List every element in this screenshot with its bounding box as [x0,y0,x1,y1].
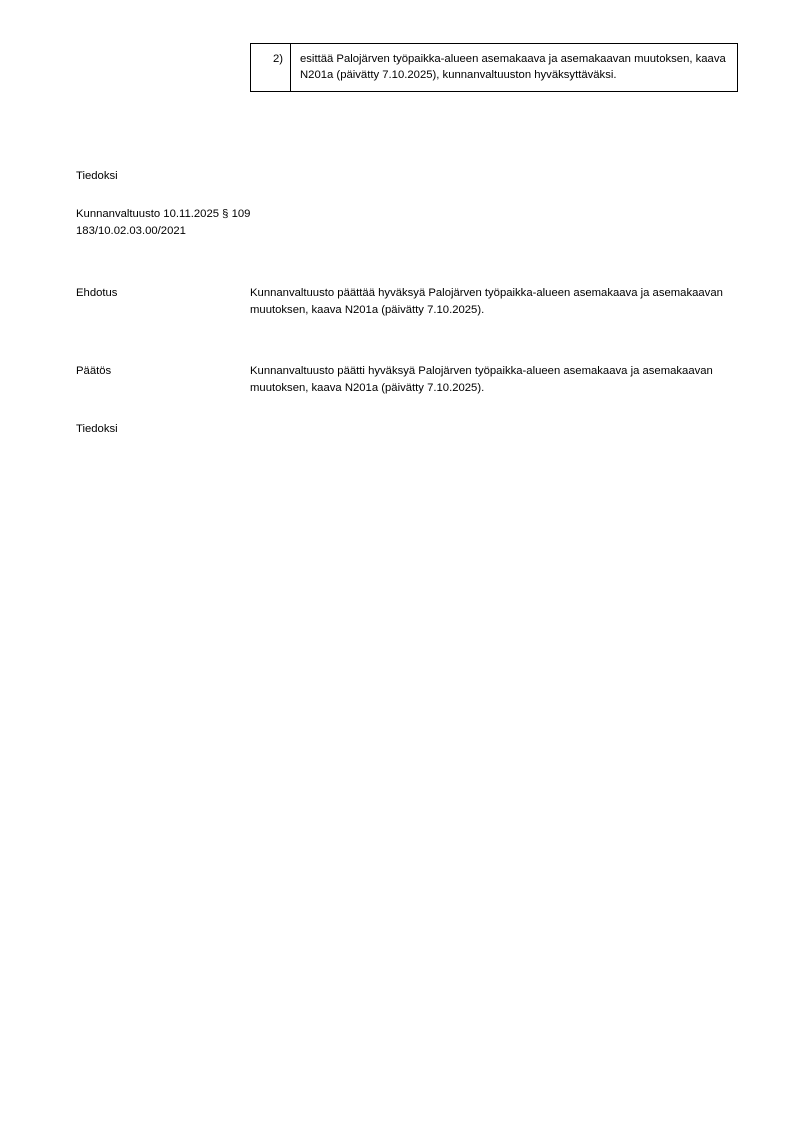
proposal-label: Ehdotus [76,287,118,299]
numbered-item-table [250,43,738,92]
table-row [251,44,738,92]
notice-bottom-label: Tiedoksi [76,423,118,435]
notice-top-label: Tiedoksi [76,170,118,182]
item-text: esittää Palojärven työpaikka-alueen asemakaava ja asemakaavan muutoksen, kaava N201a (päivätty 7.10.2025), kunnanvaltuuston hyväksyttäväksi. [291,44,738,92]
meta-line-reference: 183/10.02.03.00/2021 [76,224,186,237]
decision-label: Päätös [76,365,112,377]
item-number: 2) [251,44,291,92]
proposal-text: Kunnanvaltuusto päättää hyväksyä Palojärven työpaikka-alueen asemakaava ja asemakaavan muutoksen, kaava N201a (päivätty 7.10.2025). [250,287,723,316]
decision-text: Kunnanvaltuusto päätti hyväksyä Palojärven työpaikka-alueen asemakaava ja asemakaavan muutoksen, kaava N201a (päivätty 7.10.2025). [250,365,713,394]
meta-block [76,206,496,240]
meta-line-council: Kunnanvaltuusto 10.11.2025 § 109 [76,208,251,220]
